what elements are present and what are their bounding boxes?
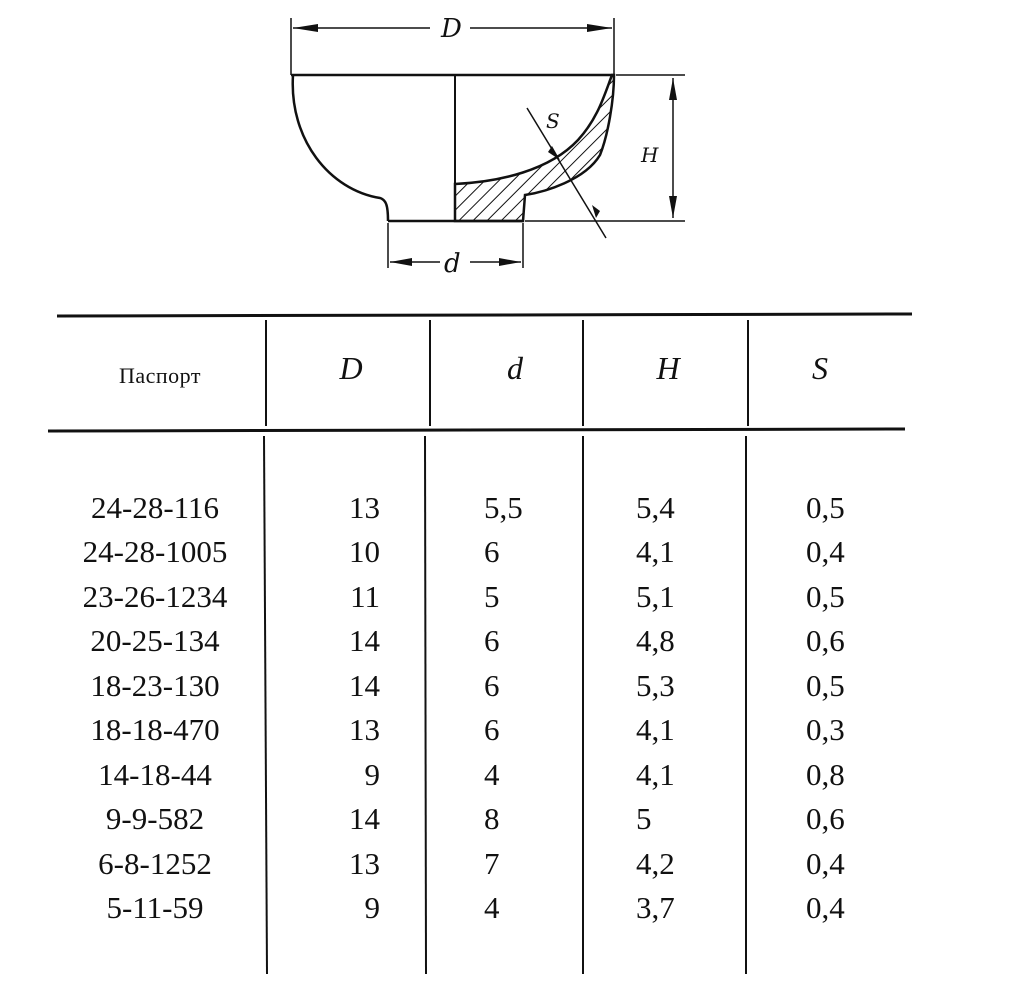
cell-D: 9 bbox=[364, 757, 380, 792]
cell-H: 4,8 bbox=[636, 623, 675, 658]
cell-D: 9 bbox=[364, 890, 380, 925]
cell-D: 13 bbox=[349, 846, 380, 881]
cell-H: 5 bbox=[636, 801, 652, 836]
table-row bbox=[0, 753, 1017, 797]
label-H: H bbox=[641, 143, 659, 167]
cell-S: 0,5 bbox=[806, 668, 845, 703]
cell-d: 4 bbox=[484, 757, 500, 792]
cell-d: 7 bbox=[484, 846, 500, 881]
cell-H: 4,1 bbox=[636, 534, 675, 569]
dimension-D bbox=[291, 14, 614, 75]
cell-passport: 14-18-44 bbox=[98, 757, 212, 792]
table-row bbox=[0, 664, 1017, 708]
label-S: S bbox=[546, 109, 560, 133]
cell-passport: 18-18-470 bbox=[90, 712, 220, 747]
cell-d: 6 bbox=[484, 712, 500, 747]
dimension-d bbox=[388, 223, 523, 279]
cell-passport: 6-8-1252 bbox=[98, 846, 212, 881]
cell-d: 6 bbox=[484, 623, 500, 658]
cell-H: 4,1 bbox=[636, 712, 675, 747]
table-row bbox=[0, 886, 1017, 930]
cell-D: 14 bbox=[349, 623, 380, 658]
table-row bbox=[0, 619, 1017, 663]
header-D: D bbox=[339, 350, 363, 386]
cell-D: 14 bbox=[349, 801, 380, 836]
cell-H: 5,3 bbox=[636, 668, 675, 703]
cell-d: 6 bbox=[484, 534, 500, 569]
cell-H: 4,2 bbox=[636, 846, 675, 881]
cell-S: 0,4 bbox=[806, 846, 845, 881]
header-S: S bbox=[812, 350, 828, 386]
cell-D: 10 bbox=[349, 534, 380, 569]
cell-H: 3,7 bbox=[636, 890, 675, 925]
cell-S: 0,6 bbox=[806, 623, 845, 658]
cell-d: 5 bbox=[484, 579, 500, 614]
table-row bbox=[0, 797, 1017, 841]
cell-passport: 24-28-116 bbox=[91, 490, 219, 525]
cell-S: 0,6 bbox=[806, 801, 845, 836]
cell-passport: 20-25-134 bbox=[90, 623, 220, 658]
cell-passport: 9-9-582 bbox=[105, 801, 205, 836]
table-row bbox=[0, 530, 1017, 574]
cell-passport: 23-26-1234 bbox=[82, 579, 228, 614]
cell-H: 5,4 bbox=[636, 490, 675, 525]
cell-H: 5,1 bbox=[636, 579, 675, 614]
table-row bbox=[0, 842, 1017, 886]
cell-S: 0,5 bbox=[806, 579, 845, 614]
cell-H: 4,1 bbox=[636, 757, 675, 792]
cell-d: 8 bbox=[484, 801, 500, 836]
bowl-section-drawing bbox=[0, 0, 1017, 300]
cell-passport: 18-23-130 bbox=[90, 668, 220, 703]
cell-passport: 24-28-1005 bbox=[82, 534, 228, 569]
table-row bbox=[0, 575, 1017, 619]
cell-S: 0,5 bbox=[806, 490, 845, 525]
header-d: d bbox=[507, 350, 523, 386]
cell-S: 0,4 bbox=[806, 534, 845, 569]
label-D: D bbox=[441, 14, 462, 44]
cell-S: 0,8 bbox=[806, 757, 845, 792]
cell-d: 4 bbox=[484, 890, 500, 925]
table-row bbox=[0, 486, 1017, 530]
cell-d: 5,5 bbox=[484, 490, 523, 525]
header-passport: Паспорт bbox=[118, 363, 201, 388]
cell-D: 11 bbox=[350, 579, 380, 614]
cell-passport: 5-11-59 bbox=[106, 890, 204, 925]
label-d: d bbox=[444, 249, 461, 279]
cell-D: 13 bbox=[349, 490, 380, 525]
cell-d: 6 bbox=[484, 668, 500, 703]
cell-D: 13 bbox=[349, 712, 380, 747]
table-row bbox=[0, 708, 1017, 752]
cell-S: 0,4 bbox=[806, 890, 845, 925]
header-H: H bbox=[656, 350, 680, 386]
cell-S: 0,3 bbox=[806, 712, 845, 747]
cell-D: 14 bbox=[349, 668, 380, 703]
